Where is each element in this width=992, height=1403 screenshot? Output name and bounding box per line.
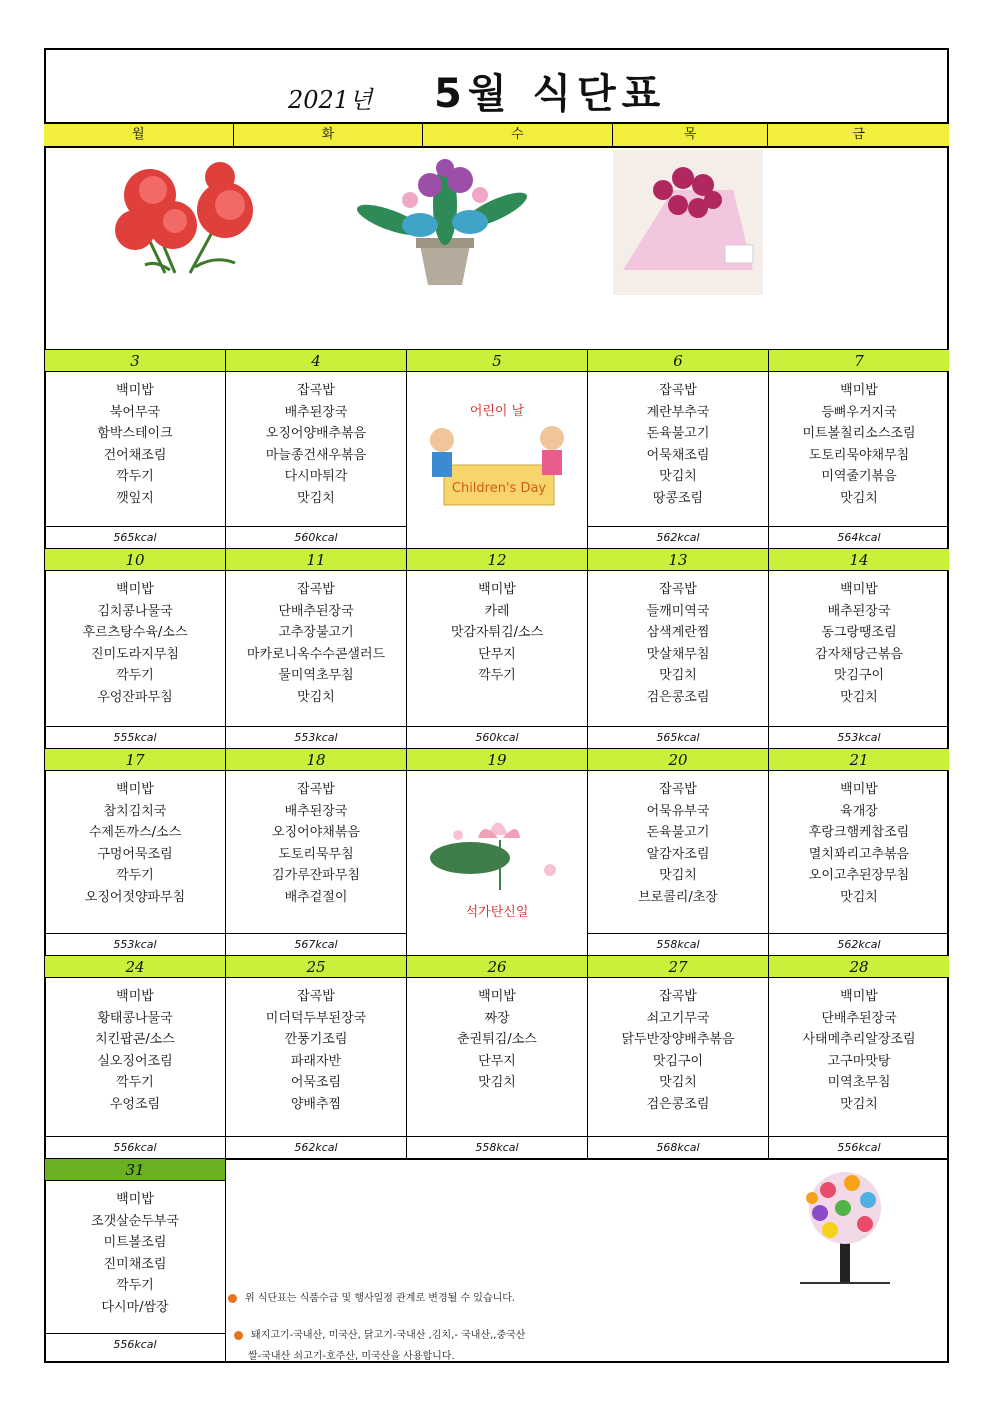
childrens-day-image [424, 420, 569, 515]
menu-item: 깍두기 [116, 868, 154, 884]
date-cell: 11 [226, 549, 406, 571]
menu-list [588, 579, 768, 709]
menu-item: 깍두기 [116, 1278, 154, 1294]
kcal-cell: 558kcal [407, 1136, 587, 1158]
menu-item: 미역초무침 [827, 1075, 891, 1091]
menu-list [769, 779, 949, 909]
menu-item: 어묵유부국 [646, 803, 710, 819]
menu-item: 다시마튀각 [284, 469, 348, 485]
kcal-cell: 568kcal [588, 1136, 768, 1158]
menu-item: 배추겉절이 [284, 889, 348, 905]
menu-item: 북어무국 [109, 404, 161, 420]
menu-item: 맛김치 [297, 689, 335, 705]
menu-item: 깍두기 [478, 668, 516, 684]
menu-item: 들깨미역국 [646, 603, 710, 619]
menu-item: 미트볼조림 [103, 1235, 167, 1251]
menu-item: 마늘종건새우볶음 [265, 447, 367, 463]
menu-item: 맛김치 [478, 1075, 516, 1091]
menu-item: 돈육불고기 [646, 426, 710, 442]
date-cell: 18 [226, 749, 406, 771]
menu-item: 맛김치 [659, 469, 697, 485]
menu-item: 오이고추된장무침 [808, 868, 910, 884]
date-cell: 24 [45, 956, 225, 978]
menu-list [45, 1189, 225, 1319]
weekday-thu: 목 [613, 124, 769, 146]
menu-item: 오징어젓양파무침 [84, 889, 186, 905]
menu-item: 깍두기 [116, 1075, 154, 1091]
flower-pot-image [350, 150, 530, 285]
holiday-label: 어린이 날 [469, 404, 525, 419]
menu-item: 백미밥 [840, 782, 878, 797]
weekday-mon: 월 [44, 124, 234, 146]
kcal-cell: 558kcal [588, 933, 768, 955]
menu-item: 다시마/쌈장 [101, 1299, 169, 1315]
menu-item: 깍두기 [116, 469, 154, 485]
menu-item: 백미밥 [840, 383, 878, 398]
menu-item: 백미밥 [840, 582, 878, 597]
menu-item: 물미역초무침 [278, 668, 354, 684]
menu-item: 깐풍기조림 [284, 1032, 348, 1048]
menu-list [45, 579, 225, 709]
lotus-image [428, 800, 563, 900]
menu-item: 맛김치 [840, 689, 878, 705]
note-line-2 [234, 1326, 525, 1341]
bullet-icon [228, 1294, 237, 1303]
menu-item: 단배추된장국 [821, 1010, 897, 1026]
menu-list [226, 380, 406, 510]
menu-item: 어묵조림 [290, 1075, 342, 1091]
menu-item: 어묵채조림 [646, 447, 710, 463]
menu-item: 감자채당근볶음 [815, 646, 903, 662]
menu-item: 고구마맛탕 [827, 1053, 891, 1069]
kcal-cell: 565kcal [45, 526, 225, 548]
menu-item: 등뼈우거지국 [821, 404, 897, 420]
menu-item: 치킨팝콘/소스 [95, 1032, 175, 1048]
menu-item: 김가루잔파무침 [272, 868, 360, 884]
menu-item: 참치김치국 [103, 803, 167, 819]
menu-item: 백미밥 [478, 582, 516, 597]
menu-item: 진미도라지무침 [91, 646, 179, 662]
menu-item: 맛살채무침 [646, 646, 710, 662]
menu-list [226, 986, 406, 1116]
menu-item: 백미밥 [116, 782, 154, 797]
note-line-1 [228, 1289, 515, 1304]
menu-item: 맛김치 [840, 490, 878, 506]
menu-item: 맛김치 [659, 868, 697, 884]
menu-item: 백미밥 [116, 383, 154, 398]
kcal-cell: 564kcal [769, 526, 949, 548]
menu-item: 파래자반 [290, 1053, 342, 1069]
kcal-cell: 567kcal [226, 933, 406, 955]
menu-item: 알감자조림 [646, 846, 710, 862]
menu-item: 배추된장국 [284, 803, 348, 819]
date-cell: 13 [588, 549, 768, 571]
kcal-cell: 556kcal [45, 1136, 225, 1158]
menu-list [588, 380, 768, 510]
bouquet-image [613, 150, 763, 295]
menu-item: 맛김치 [297, 490, 335, 506]
kcal-cell: 553kcal [226, 726, 406, 748]
year-label: 2021년 [288, 86, 373, 114]
menu-item: 미트볼칠리소스조림 [802, 426, 916, 442]
menu-item: 맛감자튀김/소스 [450, 625, 544, 641]
menu-list [588, 779, 768, 909]
note-text-1: 위 식단표는 식품수급 및 행사일정 관계로 변경될 수 있습니다. [245, 1293, 516, 1304]
menu-item: 검은콩조림 [646, 689, 710, 705]
menu-item: 양배추찜 [290, 1096, 342, 1112]
date-cell: 17 [45, 749, 225, 771]
date-cell-31: 31 [45, 1159, 225, 1181]
menu-item: 사태메추리알장조림 [802, 1032, 916, 1048]
menu-list [226, 579, 406, 709]
menu-item: 돈육불고기 [646, 825, 710, 841]
kcal-cell: 565kcal [588, 726, 768, 748]
menu-item: 조갯살순두부국 [91, 1213, 179, 1229]
kcal-cell: 556kcal [769, 1136, 949, 1158]
weekday-fri: 금 [852, 127, 865, 142]
menu-item: 멸치꽈리고추볶음 [808, 846, 910, 862]
menu-item: 잡곡밥 [297, 582, 335, 597]
date-cell: 7 [769, 350, 949, 372]
menu-item: 검은콩조림 [646, 1096, 710, 1112]
flower-tree-image [780, 1168, 910, 1288]
kcal-cell: 560kcal [407, 726, 587, 748]
menu-item: 오징어양배추볶음 [265, 426, 367, 442]
menu-item: 도토리묵야채무침 [808, 447, 910, 463]
title-area [44, 48, 949, 122]
menu-list [45, 380, 225, 510]
menu-item: 미역줄기볶음 [821, 469, 897, 485]
menu-list [45, 986, 225, 1116]
menu-item: 배추된장국 [284, 404, 348, 420]
menu-item: 동그랑땡조림 [821, 625, 897, 641]
menu-item: 배추된장국 [827, 603, 891, 619]
menu-item: 땅콩조림 [652, 490, 704, 506]
kcal-cell: 560kcal [226, 526, 406, 548]
menu-item: 잡곡밥 [659, 989, 697, 1004]
menu-list [588, 986, 768, 1116]
menu-item: 춘권튀김/소스 [457, 1032, 537, 1048]
date-cell: 14 [769, 549, 949, 571]
menu-item: 깻잎지 [116, 490, 154, 506]
weekday-tue: 화 [234, 124, 424, 146]
menu-item: 우엉조림 [109, 1096, 161, 1112]
menu-item: 미더덕두부된장국 [265, 1010, 367, 1026]
date-cell: 27 [588, 956, 768, 978]
menu-item: 구멍어묵조림 [97, 846, 173, 862]
date-cell: 26 [407, 956, 587, 978]
menu-list [769, 986, 949, 1116]
menu-item: 단배추된장국 [278, 603, 354, 619]
menu-item: 우엉잔파무침 [97, 689, 173, 705]
menu-item: 고추장불고기 [278, 625, 354, 641]
carnation-image [95, 155, 270, 280]
menu-item: 쇠고기무국 [646, 1010, 710, 1026]
menu-item: 잡곡밥 [659, 782, 697, 797]
page-title: 5월 식단표 [434, 71, 667, 117]
menu-item: 맛김치 [840, 889, 878, 905]
kcal-cell: 553kcal [45, 933, 225, 955]
menu-item: 짜장 [484, 1010, 510, 1026]
menu-item: 맛김구이 [833, 668, 885, 684]
menu-item: 마카로니옥수수콘샐러드 [246, 646, 386, 662]
menu-list [45, 779, 225, 909]
date-cell: 12 [407, 549, 587, 571]
menu-list [407, 579, 587, 687]
menu-item: 카레 [484, 603, 510, 619]
date-cell: 28 [769, 956, 949, 978]
menu-item: 육개장 [840, 803, 878, 819]
bullet-icon [234, 1331, 243, 1340]
menu-item: 단무지 [478, 1053, 516, 1069]
menu-item: 닭두반장양배추볶음 [621, 1032, 735, 1048]
menu-item: 맛김치 [840, 1096, 878, 1112]
childrens-day-banner: Children's Day [451, 481, 547, 496]
menu-list [407, 986, 587, 1094]
date-cell: 21 [769, 749, 949, 771]
kcal-cell: 562kcal [769, 933, 949, 955]
menu-item: 함박스테이크 [97, 426, 173, 442]
menu-item: 진미채조림 [103, 1256, 167, 1272]
menu-item: 잡곡밥 [297, 989, 335, 1004]
menu-item: 백미밥 [116, 1192, 154, 1207]
date-cell: 10 [45, 549, 225, 571]
menu-item: 수제돈까스/소스 [88, 825, 182, 841]
menu-item: 백미밥 [478, 989, 516, 1004]
date-cell: 4 [226, 350, 406, 372]
date-cell: 20 [588, 749, 768, 771]
menu-item: 백미밥 [116, 582, 154, 597]
menu-item: 후르츠탕수육/소스 [82, 625, 188, 641]
kcal-cell: 553kcal [769, 726, 949, 748]
menu-item: 잡곡밥 [659, 582, 697, 597]
menu-item: 건어채조림 [103, 447, 167, 463]
note-line-3: 쌀-국내산 쇠고기-호주산, 미국산을 사용합니다. [248, 1351, 455, 1362]
menu-item: 계란부추국 [646, 404, 710, 420]
note-text-2: 돼지고기-국내산, 미국산, 닭고기-국내산 ,김치,- 국내산,,중국산 [251, 1330, 526, 1341]
menu-list [769, 579, 949, 709]
menu-item: 잡곡밥 [297, 782, 335, 797]
weekday-header [44, 122, 949, 148]
menu-list [226, 779, 406, 909]
menu-item: 삼색계란찜 [646, 625, 710, 641]
date-cell: 19 [407, 749, 587, 771]
menu-item: 실오징어조림 [97, 1053, 173, 1069]
menu-item: 후랑크햄케찹조림 [808, 825, 910, 841]
kcal-cell: 562kcal [588, 526, 768, 548]
menu-list [769, 380, 949, 510]
menu-item: 백미밥 [840, 989, 878, 1004]
holiday-label: 석가탄신일 [465, 905, 529, 920]
kcal-cell: 562kcal [226, 1136, 406, 1158]
menu-item: 황태콩나물국 [97, 1010, 173, 1026]
date-cell: 25 [226, 956, 406, 978]
menu-item: 김치콩나물국 [97, 603, 173, 619]
menu-item: 맛김치 [659, 1075, 697, 1091]
date-cell: 6 [588, 350, 768, 372]
menu-item: 브로콜리/초장 [638, 889, 718, 905]
menu-item: 깍두기 [116, 668, 154, 684]
menu-item: 잡곡밥 [659, 383, 697, 398]
date-cell: 5 [407, 350, 587, 372]
menu-item: 단무지 [478, 646, 516, 662]
kcal-cell: 555kcal [45, 726, 225, 748]
menu-item: 잡곡밥 [297, 383, 335, 398]
menu-item: 도토리묵무침 [278, 846, 354, 862]
menu-item: 백미밥 [116, 989, 154, 1004]
menu-item: 오징어야채볶음 [272, 825, 360, 841]
menu-item: 맛김구이 [652, 1053, 704, 1069]
weekday-wed: 수 [423, 124, 613, 146]
menu-item: 맛김치 [659, 668, 697, 684]
kcal-cell: 556kcal [45, 1333, 225, 1355]
date-cell: 3 [45, 350, 225, 372]
